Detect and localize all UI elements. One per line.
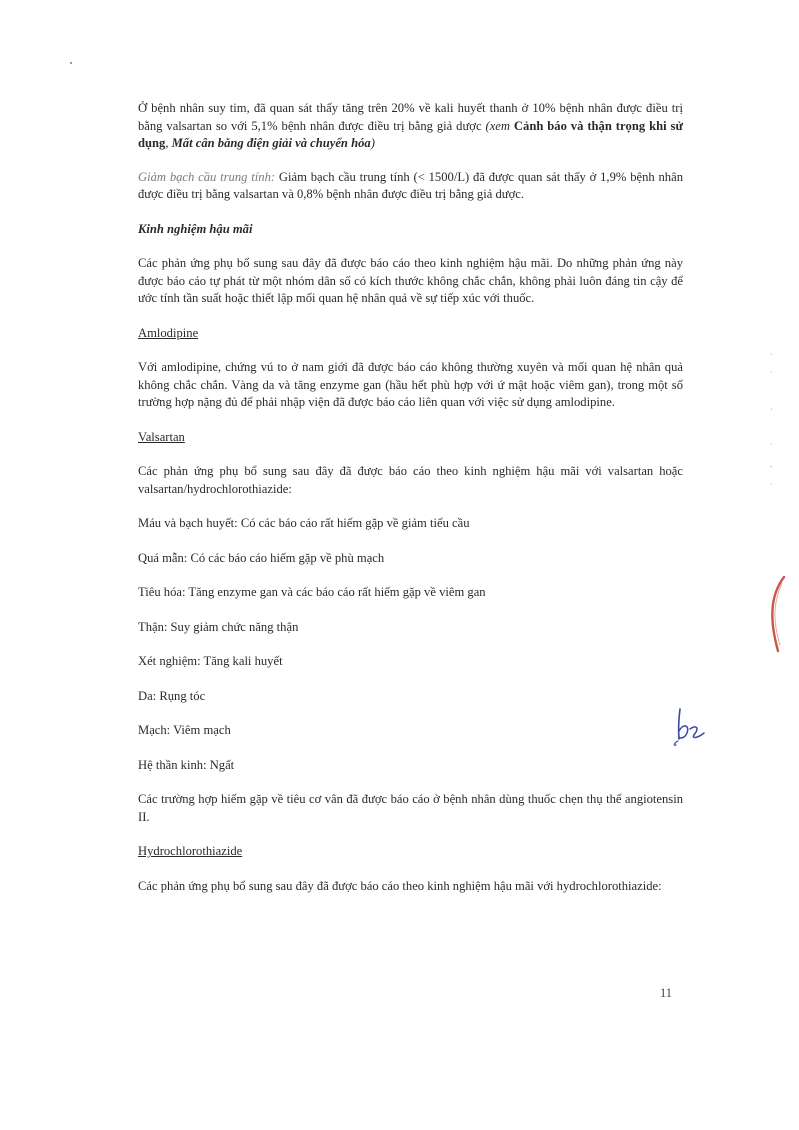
- paragraph-rhabdomyolysis: Các trường hợp hiếm gặp về tiêu cơ vân đã được báo cáo ở bệnh nhân dùng thuốc chẹn thụ thể angiotensin II.: [138, 792, 683, 824]
- list-item: Mạch: Viêm mạch: [138, 723, 231, 737]
- paragraph-neutropenia: [138, 169, 683, 204]
- heading-hydrochlorothiazide: Hydrochlorothiazide: [138, 844, 243, 858]
- list-item: Hệ thần kinh: Ngất: [138, 757, 235, 772]
- ref-open: (xem: [485, 118, 514, 133]
- ref-close: ): [370, 136, 375, 150]
- signature-initials-icon: [670, 705, 712, 749]
- paragraph-hydrochlorothiazide: Các phản ứng phụ bổ sung sau đây đã được báo cáo theo kinh nghiệm hậu mãi với hydrochlorothiazide:: [138, 878, 662, 893]
- paragraph-postmarketing: Các phản ứng phụ bổ sung sau đây đã được báo cáo theo kinh nghiệm hậu mãi. Do những phản ứng này được báo cáo tự phát từ một nhóm dân số có kích thước không chắc chắn, không phải luôn đáng tin cậy để ước tính tần suất hoặc thiết lập mối quan hệ nhân quả về sự tiếp xúc với thuốc.: [138, 256, 683, 305]
- list-item: Da: Rụng tóc: [138, 688, 206, 703]
- list-item: Thận: Suy giảm chức năng thận: [138, 619, 299, 634]
- heading-amlodipine: Amlodipine: [138, 325, 199, 340]
- scan-speck: [70, 62, 72, 64]
- ref-electrolyte-section: Mất cân bằng điện giải và chuyển hóa: [171, 136, 371, 150]
- list-item: Xét nghiệm: Tăng kali huyết: [138, 654, 283, 668]
- neutropenia-text: Giảm bạch cầu trung tính (< 1500/L) đã được quan sát thấy ở 1,9% bệnh nhân được điều trị bằng valsartan và 0,8% bệnh nhân được điều trị bằng giả dược.: [138, 169, 683, 201]
- document-page: Ở bệnh nhân suy tim, đã quan sát thấy tăng trên 20% về kali huyết thanh ở 10% bệnh nhân được điều trị bằng valsartan so với 5,1% bệnh nhân được điều trị bằng giả dược (xem Cảnh báo và thận trọng khi sử dụng, Mất cân bằng điện giải và chuyển hóa) Giảm bạch cầu trung tính: Giảm bạch cầu trung tính (< 1500/L) đã được quan sát thấy ở 1,9% bệnh nhân được điều trị bằng valsartan và 0,8% bệnh nhân được điều trị bằng giả dược. Kinh nghiệm hậu mãi Các phản ứng phụ bổ sung sau đây đã được báo cáo theo kinh nghiệm hậu mãi. Do những phản ứng này được báo cáo tự phát từ một nhóm dân số có kích thước không chắc chắn, không phải luôn đáng tin cậy để ước tính tần suất hoặc thiết lập mối quan hệ nhân quả về sự tiếp xúc với thuốc. Amlodipine Với amlodipine, chứng vú to ở nam giới đã được báo cáo không thường xuyên và mối quan hệ nhân quả không chắc chắn. Vàng da và tăng enzyme gan (hầu hết phù hợp với ứ mật hoặc viêm gan), trong một số trường hợp nặng đủ để phải nhập viện đã được báo cáo liên quan với việc sử dụng amlodipine. Valsartan Các phản ứng phụ bổ sung sau đây đã được báo cáo theo kinh nghiệm hậu mãi với valsartan hoặc valsartan/hydrochlorothiazide: Máu và bạch huyết: Có các báo cáo rất hiếm gặp về giảm tiểu cầu Quá mẫn: Có các báo cáo hiếm gặp về phù mạch Tiêu hóa: Tăng enzyme gan và các báo cáo rất hiếm gặp về viêm gan Thận: Suy giảm chức năng thận Xét nghiệm: Tăng kali huyết Da: Rụng tóc Mạch: Viêm mạch Hệ thần kinh: Ngất Các trường hợp hiếm gặp về tiêu cơ vân đã được báo cáo ở bệnh nhân dùng thuốc chẹn thụ thể angiotensin II. Hydrochlorothiazide Các phản ứng phụ bổ sung sau đây đã được báo cáo theo kinh nghiệm hậu mãi với hydrochlorothiazide: 11 · · · · - ·: [0, 0, 799, 1130]
- heading-postmarketing: Kinh nghiệm hậu mãi: [138, 221, 253, 236]
- paragraph-potassium: [138, 100, 683, 153]
- ref-separator: ,: [165, 136, 172, 150]
- neutropenia-label: Giảm bạch cầu trung tính:: [138, 169, 276, 184]
- list-item: Máu và bạch huyết: Có các báo cáo rất hiếm gặp về giảm tiểu cầu: [138, 516, 470, 530]
- page-number: 11: [660, 986, 673, 1000]
- paragraph-valsartan: Các phản ứng phụ bổ sung sau đây đã được báo cáo theo kinh nghiệm hậu mãi với valsartan hoặc valsartan/hydrochlorothiazide:: [138, 464, 683, 496]
- paragraph-amlodipine: Với amlodipine, chứng vú to ở nam giới đã được báo cáo không thường xuyên và mối quan hệ nhân quả không chắc chắn. Vàng da và tăng enzyme gan (hầu hết phù hợp với ứ mật hoặc viêm gan), trong một số trường hợp nặng đủ để phải nhập viện đã được báo cáo liên quan với việc sử dụng amlodipine.: [138, 360, 683, 409]
- ref-warnings-section: Cảnh báo và thận trọng khi sử dụng: [138, 118, 684, 150]
- heading-valsartan: Valsartan: [138, 429, 185, 444]
- stamp-arc-icon: [758, 575, 788, 655]
- list-item: Tiêu hóa: Tăng enzyme gan và các báo cáo rất hiếm gặp về viêm gan: [138, 585, 486, 599]
- paragraph-potassium-text: Ở bệnh nhân suy tim, đã quan sát thấy tăng trên 20% về kali huyết thanh ở 10% bệnh nhân được điều trị bằng valsartan so với 5,1% bệnh nhân được điều trị bằng giả dược: [138, 101, 683, 133]
- list-item: Quá mẫn: Có các báo cáo hiếm gặp về phù mạch: [138, 550, 385, 565]
- page-content: [138, 100, 683, 895]
